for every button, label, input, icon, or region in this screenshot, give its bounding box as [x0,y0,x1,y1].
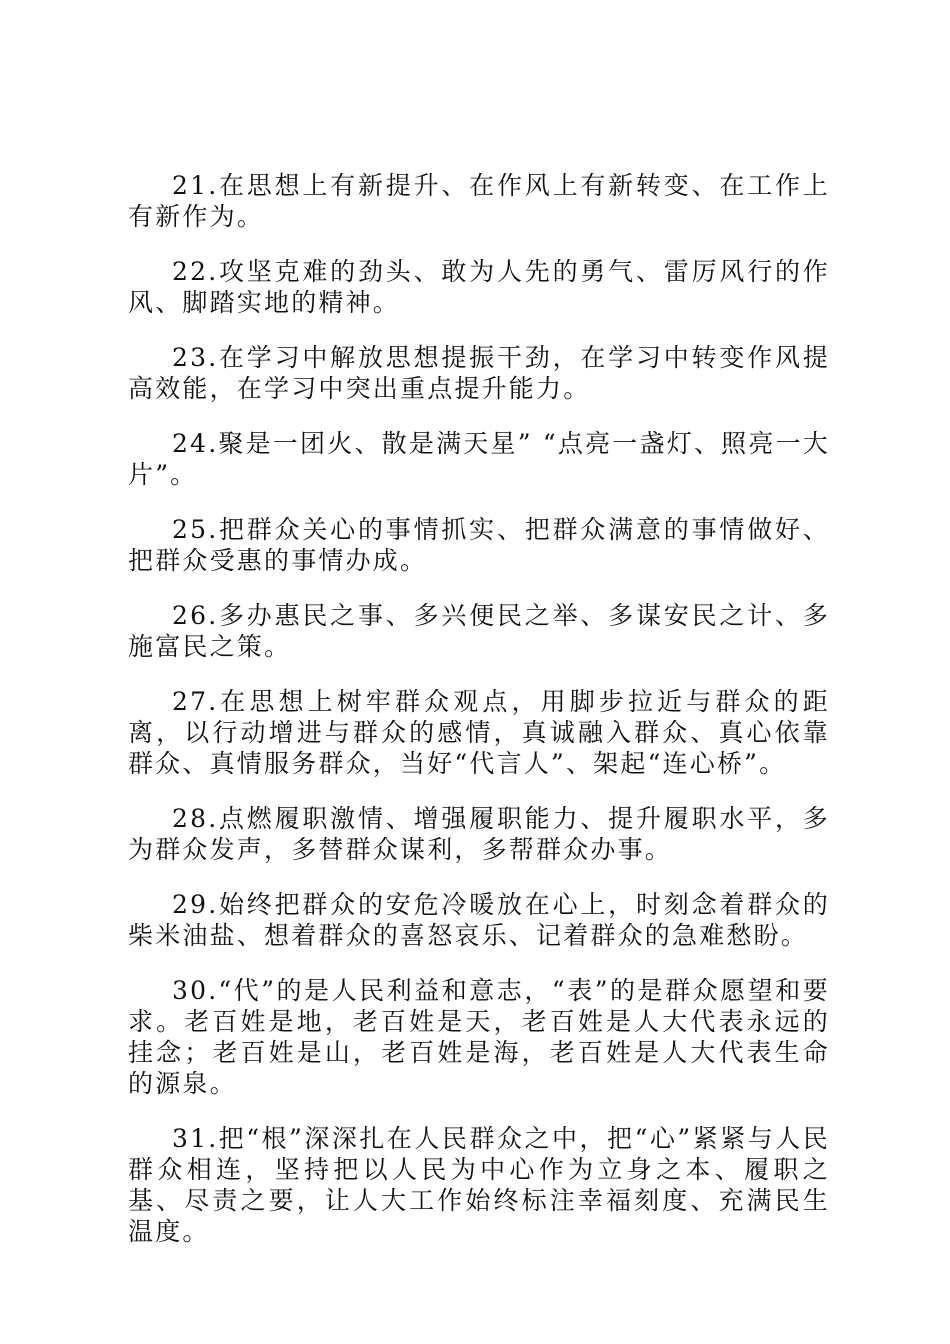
paragraph-28: 28.点燃履职激情、增强履职能力、提升履职水平，多为群众发声，多替群众谋利，多帮群众办事。 [128,804,830,864]
paragraph-22: 22.攻坚克难的劲头、敢为人先的勇气、雷厉风行的作风、脚踏实地的精神。 [128,257,830,317]
paragraph-24: 24.聚是一团火、散是满天星” “点亮一盏灯、照亮一大片”。 [128,429,830,489]
paragraph-31: 31.把“根”深深扎在人民群众之中，把“心”紧紧与人民群众相连，坚持把以人民为中心作为立身之本、履职之基、尽责之要，让人大工作始终标注幸福刻度、充满民生温度。 [128,1124,830,1246]
paragraph-26: 26.多办惠民之事、多兴便民之举、多谋安民之计、多施富民之策。 [128,601,830,661]
paragraph-21: 21.在思想上有新提升、在作风上有新转变、在工作上有新作为。 [128,171,830,231]
paragraph-29: 29.始终把群众的安危冷暖放在心上，时刻念着群众的柴米油盐、想着群众的喜怒哀乐、记着群众的急难愁盼。 [128,890,830,950]
paragraph-27: 27.在思想上树牢群众观点，用脚步拉近与群众的距离，以行动增进与群众的感情，真诚融入群众、真心依靠群众、真情服务群众，当好“代言人”、架起“连心桥”。 [128,687,830,778]
paragraph-30: 30.“代”的是人民利益和意志，“表”的是群众愿望和要求。老百姓是地，老百姓是天，老百姓是人大代表永远的挂念；老百姓是山，老百姓是海，老百姓是人大代表生命的源泉。 [128,976,830,1098]
document-body [128,170,830,1271]
paragraph-23: 23.在学习中解放思想提振干劲，在学习中转变作风提高效能，在学习中突出重点提升能力。 [128,343,830,403]
paragraph-25: 25.把群众关心的事情抓实、把群众满意的事情做好、把群众受惠的事情办成。 [128,515,830,575]
